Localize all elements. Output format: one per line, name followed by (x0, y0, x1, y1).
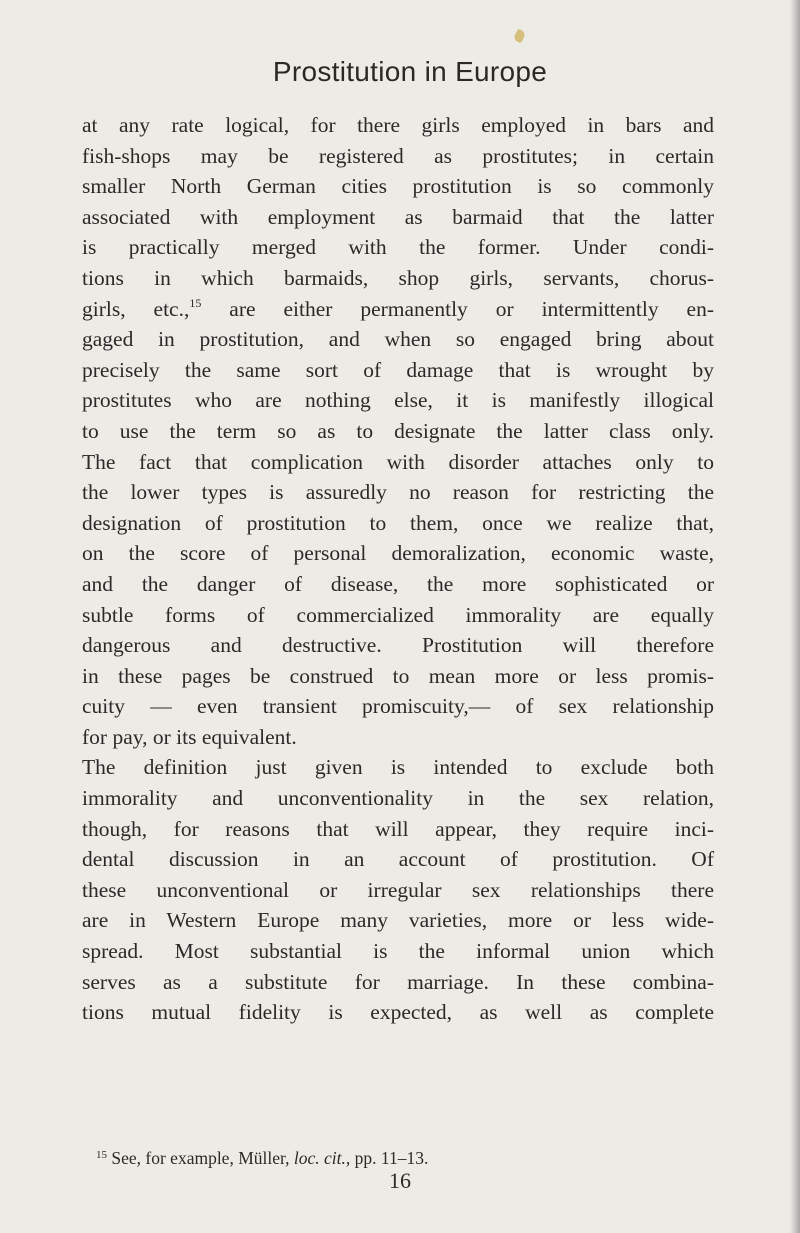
text-line-7b: are either permanently or intermittently en- (229, 296, 714, 321)
text-line-18: dangerous and destructive. Prostitution will therefore (82, 633, 714, 658)
footnote-text-after: pp. 11–13. (354, 1148, 429, 1168)
footnote-number: 15 (96, 1149, 107, 1161)
text-line-8: gaged in prostitution, and when so engaged bring about (82, 327, 714, 352)
text-line-10: prostitutes who are nothing else, it is manifestly illogical (82, 388, 714, 413)
text-line-26: these unconventional or irregular sex relationships there (82, 877, 714, 902)
footnote-italic: loc. cit., (293, 1148, 351, 1168)
footnote (96, 1148, 428, 1169)
running-head: Prostitution in Europe (272, 56, 548, 87)
text-line-19: in these pages be construed to mean more or less promis- (82, 663, 714, 688)
text-line-25: dental discussion in an account of prostitution. Of (82, 847, 714, 872)
ink-mark (513, 29, 527, 44)
text-line-15: on the score of personal demoralization, economic waste, (82, 541, 714, 566)
text-line-29: serves as a substitute for marriage. In these combina- (82, 969, 714, 994)
page-edge-shadow (790, 0, 800, 1233)
text-line-2: fish-shops may be registered as prostitutes; in certain (82, 143, 714, 168)
text-line-16: and the danger of disease, the more sophisticated or (82, 571, 714, 596)
text-line-11: to use the term so as to designate the latter class only. (82, 418, 714, 443)
text-line-17: subtle forms of commercialized immorality are equally (82, 602, 714, 627)
text-line-20: cuity — even transient promiscuity,— of sex relationship (82, 694, 714, 719)
text-line-3: smaller North German cities prostitution is so commonly (82, 174, 714, 199)
text-line-28: spread. Most substantial is the informal union which (82, 939, 714, 964)
text-line-14: designation of prostitution to them, once we realize that, (82, 510, 714, 535)
text-line-6: tions in which barmaids, shop girls, servants, chorus- (82, 265, 714, 290)
text-line-5: is practically merged with the former. Under condi- (82, 235, 714, 260)
page-number: 16 (389, 1168, 411, 1193)
text-line-30: tions mutual fidelity is expected, as well as complete (82, 1000, 714, 1025)
body-text (82, 110, 714, 1028)
text-line-21: for pay, or its equivalent. (82, 724, 297, 749)
text-line-1: at any rate logical, for there girls employed in bars and (82, 113, 714, 137)
text-line-22: The definition just given is intended to exclude both (82, 755, 714, 780)
footnote-reference: 15 (189, 295, 202, 310)
text-line-23: immorality and unconventionality in the sex relation, (82, 786, 714, 811)
text-line-4: associated with employment as barmaid that the latter (82, 204, 714, 229)
footnote-text-before: See, for example, Müller, (111, 1148, 290, 1168)
text-line-7 (82, 294, 714, 325)
text-line-13: the lower types is assuredly no reason for restricting the (82, 480, 714, 505)
text-line-7a: girls, etc., (82, 296, 190, 321)
text-line-9: precisely the same sort of damage that is wrought by (82, 357, 714, 382)
text-line-27: are in Western Europe many varieties, more or less wide- (82, 908, 714, 933)
text-line-24: though, for reasons that will appear, they require inci- (82, 816, 714, 841)
text-line-12: The fact that complication with disorder attaches only to (82, 449, 714, 474)
